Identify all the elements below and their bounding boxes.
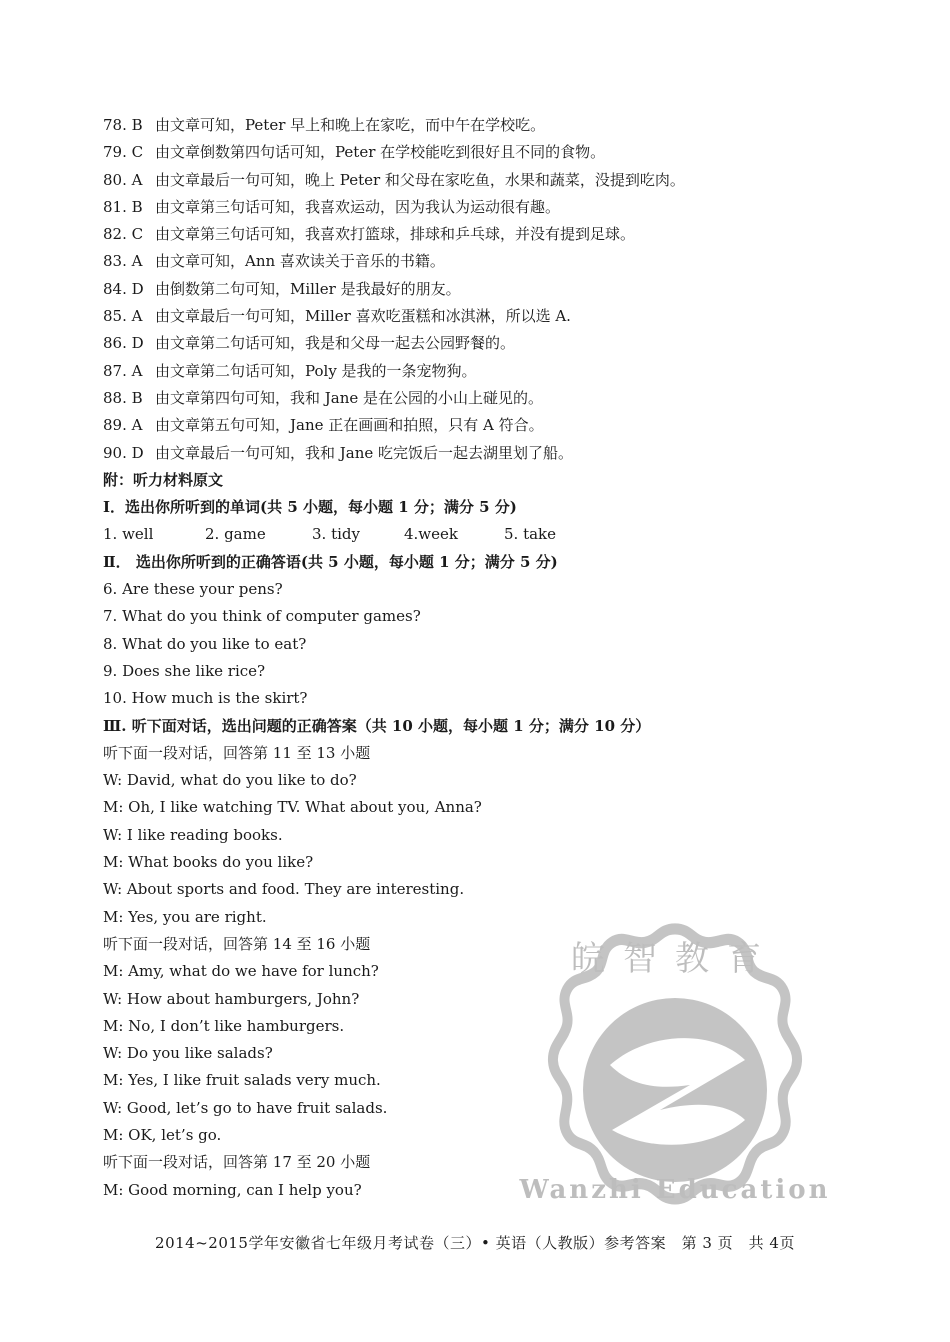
- answer-number: 87. A: [103, 361, 143, 380]
- answer-explanation: 由文章第三句话可知，我喜欢运动，因为我认为运动很有趣。: [155, 197, 561, 216]
- answer-explanation: 由倒数第二句可知，Miller 是我最好的朋友。: [155, 279, 461, 298]
- question-item: 8. What do you like to eat?: [103, 634, 307, 653]
- section-3-title: Ⅲ. 听下面对话，选出问题的正确答案（共 10 小题，每小题 1 分；满分 10 分）: [103, 716, 651, 735]
- dialogue-line: M: Good morning, can I help you?: [103, 1180, 362, 1199]
- dialogue-line: W: David, what do you like to do?: [103, 771, 357, 790]
- dialogue-line: 听下面一段对话，回答第 14 至 16 小题: [103, 934, 371, 953]
- answer-number: 90. D: [103, 443, 144, 462]
- dialogue-line: M: OK, let’s go.: [103, 1125, 222, 1144]
- dialogue-line: M: Amy, what do we have for lunch?: [103, 962, 379, 981]
- word-item: 5. take: [504, 525, 557, 544]
- dialogue-line: 听下面一段对话，回答第 17 至 20 小题: [103, 1153, 371, 1172]
- dialogue-line: 听下面一段对话，回答第 11 至 13 小题: [103, 743, 371, 762]
- section-1-title: Ⅰ．选出你所听到的单词(共 5 小题，每小题 1 分；满分 5 分): [103, 498, 517, 517]
- dialogue-line: W: I like reading books.: [103, 825, 283, 844]
- seal-bottom-text: Wanzhi Education: [519, 1175, 831, 1205]
- section-2-items: [103, 576, 863, 712]
- answer-explanation: 由文章最后一句可知，晚上 Peter 和父母在家吃鱼，水果和蔬菜，没提到吃肉。: [155, 170, 685, 189]
- answer-explanation: 由文章第二句话可知，Poly 是我的一条宠物狗。: [155, 361, 477, 380]
- question-item: 7. What do you think of computer games?: [103, 607, 421, 626]
- answer-explanation: 由文章可知，Peter 早上和晚上在家吃，而中午在学校吃。: [155, 116, 546, 134]
- answer-explanation: 由文章倒数第四句话可知，Peter 在学校能吃到很好且不同的食物。: [155, 143, 606, 162]
- answer-row: [103, 139, 863, 166]
- answer-row: [103, 385, 863, 412]
- question-item: 10. How much is the skirt?: [103, 689, 308, 708]
- answer-number: 85. A: [103, 307, 143, 326]
- section-2-title: Ⅱ． 选出你所听到的正确答语(共 5 小题，每小题 1 分；满分 5 分): [103, 552, 558, 571]
- page-footer: 2014~2015学年安徽省七年级月考试卷（三）• 英语（人教版）参考答案 第 3 页 共 4页: [155, 1234, 795, 1252]
- answer-number: 84. D: [103, 279, 144, 298]
- answer-number: 83. A: [103, 252, 143, 271]
- answer-list: [103, 112, 863, 467]
- answer-number: 80. A: [103, 170, 143, 189]
- answer-row: [103, 303, 863, 330]
- answer-row: [103, 112, 863, 139]
- answer-row: [103, 194, 863, 221]
- answer-explanation: 由文章可知，Ann 喜欢读关于音乐的书籍。: [155, 252, 445, 271]
- dialogue-line: W: About sports and food. They are interesting.: [103, 880, 465, 899]
- answer-explanation: 由文章第四句可知，我和 Jane 是在公园的小山上碰见的。: [155, 388, 544, 407]
- answer-explanation: 由文章最后一句可知，Miller 喜欢吃蛋糕和冰淇淋，所以选 A.: [155, 307, 571, 326]
- dialogue-line: W: How about hamburgers, John?: [103, 989, 360, 1008]
- answer-row: [103, 412, 863, 439]
- appendix-title: 附：听力材料原文: [103, 470, 224, 489]
- answer-row: [103, 358, 863, 385]
- answer-number: 89. A: [103, 416, 143, 435]
- answer-explanation: 由文章第二句话可知，我是和父母一起去公园野餐的。: [155, 334, 516, 353]
- section-1-words: [103, 521, 863, 548]
- answer-row: [103, 440, 863, 467]
- dialogue-line: M: Yes, I like fruit salads very much.: [103, 1071, 381, 1090]
- answer-row: [103, 248, 863, 275]
- word-item: 3. tidy: [312, 525, 360, 544]
- word-item: 4.week: [404, 525, 458, 544]
- dialogue-line: W: Good, let’s go to have fruit salads.: [103, 1098, 388, 1117]
- watermark-seal: [519, 880, 831, 1210]
- answer-number: 82. C: [103, 225, 144, 244]
- answer-row: [103, 221, 863, 248]
- dialogue-line: M: Oh, I like watching TV. What about you, Anna?: [103, 798, 482, 817]
- answer-row: [103, 167, 863, 194]
- dialogue-line: M: Yes, you are right.: [103, 907, 267, 926]
- answer-number: 88. B: [103, 388, 143, 407]
- dialogue-line: W: Do you like salads?: [103, 1044, 273, 1063]
- answer-number: 79. C: [103, 143, 144, 162]
- question-item: 9. Does she like rice?: [103, 661, 266, 680]
- seal-inner-disc: [583, 998, 767, 1182]
- answer-row: [103, 330, 863, 357]
- question-item: 6. Are these your pens?: [103, 580, 283, 599]
- answer-explanation: 由文章第五句可知，Jane 正在画画和拍照，只有 A 符合。: [155, 416, 544, 435]
- word-item: 1. well: [103, 525, 154, 544]
- dialogue-line: M: What books do you like?: [103, 853, 314, 872]
- answer-number: 86. D: [103, 334, 144, 353]
- dialogue-line: M: No, I don’t like hamburgers.: [103, 1016, 345, 1035]
- answer-explanation: 由文章最后一句可知，我和 Jane 吃完饭后一起去湖里划了船。: [155, 443, 574, 462]
- seal-top-text: 皖智教育: [571, 939, 779, 979]
- word-item: 2. game: [205, 525, 266, 544]
- answer-explanation: 由文章第三句话可知，我喜欢打篮球，排球和乒乓球，并没有提到足球。: [155, 225, 636, 244]
- answer-number: 78. B: [103, 116, 143, 134]
- answer-number: 81. B: [103, 197, 143, 216]
- answer-row: [103, 276, 863, 303]
